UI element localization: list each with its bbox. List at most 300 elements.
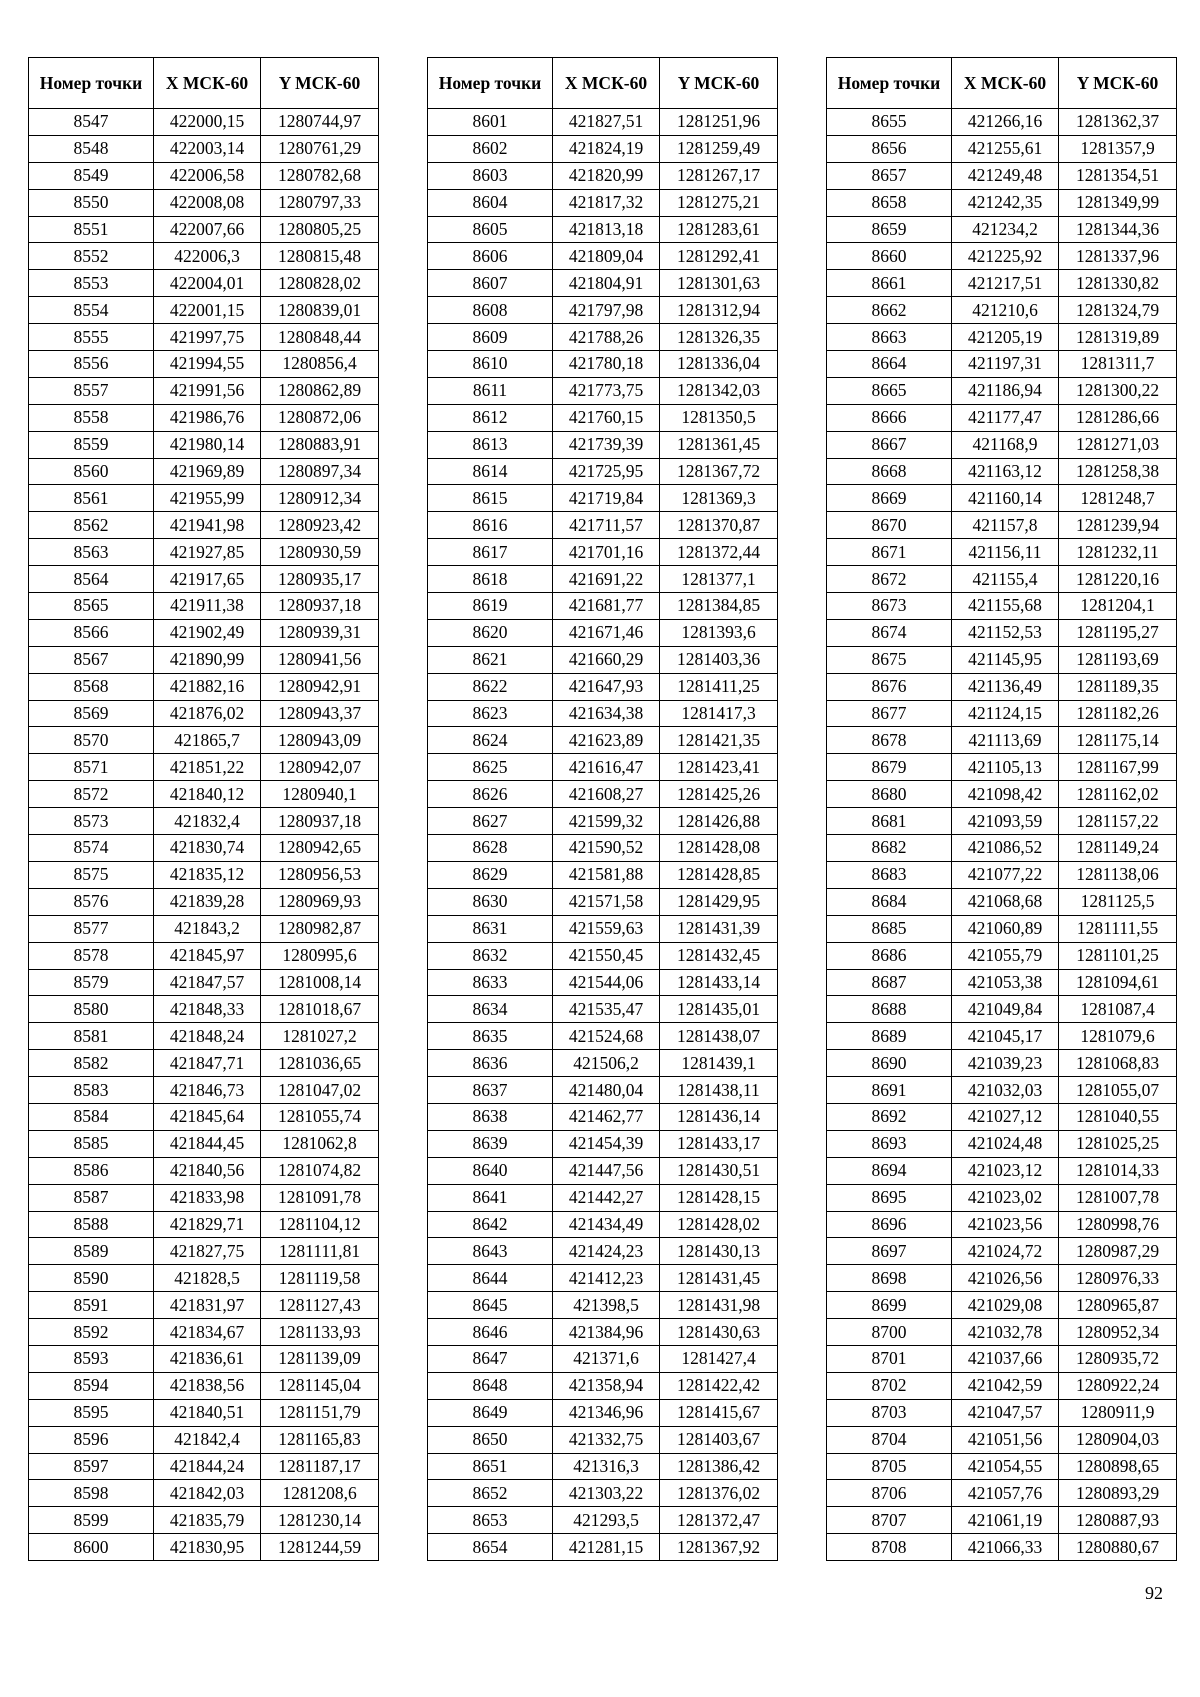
cell-point-number: 8704 [827, 1426, 952, 1453]
table-row [827, 1211, 1177, 1238]
cell-point-number: 8656 [827, 135, 952, 162]
cell-x: 421833,98 [154, 1184, 261, 1211]
cell-y: 1280839,01 [261, 297, 379, 324]
table-row [827, 404, 1177, 431]
table-row [428, 969, 778, 996]
cell-y: 1280941,56 [261, 646, 379, 673]
cell-point-number: 8654 [428, 1534, 553, 1561]
cell-point-number: 8690 [827, 1050, 952, 1077]
cell-point-number: 8585 [29, 1130, 154, 1157]
cell-point-number: 8582 [29, 1050, 154, 1077]
table-row [29, 808, 379, 835]
cell-x: 421847,57 [154, 969, 261, 996]
table-row [827, 1077, 1177, 1104]
table-row [827, 1319, 1177, 1346]
table-row [827, 727, 1177, 754]
cell-y: 1281079,6 [1059, 1023, 1177, 1050]
cell-x: 421780,18 [553, 351, 660, 378]
table-row [29, 1157, 379, 1184]
cell-point-number: 8633 [428, 969, 553, 996]
cell-y: 1281336,04 [660, 351, 778, 378]
table-row [29, 351, 379, 378]
table-row [428, 808, 778, 835]
table-row [827, 109, 1177, 136]
table-row [428, 700, 778, 727]
cell-x: 422000,15 [154, 109, 261, 136]
cell-y: 1281369,3 [660, 485, 778, 512]
cell-x: 421681,77 [553, 593, 660, 620]
cell-x: 421060,89 [952, 915, 1059, 942]
table-row [827, 1103, 1177, 1130]
cell-x: 421281,15 [553, 1534, 660, 1561]
table-row [428, 915, 778, 942]
table-row [428, 512, 778, 539]
table-row [29, 324, 379, 351]
cell-y: 1280872,06 [261, 404, 379, 431]
cell-point-number: 8555 [29, 324, 154, 351]
cell-y: 1280911,9 [1059, 1399, 1177, 1426]
cell-x: 421634,38 [553, 700, 660, 727]
table-row [29, 969, 379, 996]
cell-x: 421077,22 [952, 861, 1059, 888]
cell-y: 1281189,35 [1059, 673, 1177, 700]
table-row [428, 539, 778, 566]
table-row [827, 619, 1177, 646]
table-body [29, 109, 379, 1561]
cell-y: 1281251,96 [660, 109, 778, 136]
table-row [827, 1130, 1177, 1157]
table-row [827, 485, 1177, 512]
cell-point-number: 8614 [428, 458, 553, 485]
cell-y: 1281014,33 [1059, 1157, 1177, 1184]
cell-y: 1281417,3 [660, 700, 778, 727]
table-row [428, 593, 778, 620]
cell-point-number: 8560 [29, 458, 154, 485]
cell-x: 421845,64 [154, 1103, 261, 1130]
cell-y: 1281349,99 [1059, 189, 1177, 216]
cell-y: 1281055,07 [1059, 1077, 1177, 1104]
cell-x: 421024,72 [952, 1238, 1059, 1265]
cell-x: 421559,63 [553, 915, 660, 942]
cell-point-number: 8613 [428, 431, 553, 458]
cell-point-number: 8599 [29, 1507, 154, 1534]
cell-point-number: 8587 [29, 1184, 154, 1211]
table-row [827, 1157, 1177, 1184]
cell-y: 1281267,17 [660, 162, 778, 189]
cell-y: 1280937,18 [261, 593, 379, 620]
table-row [428, 1453, 778, 1480]
cell-x: 421840,51 [154, 1399, 261, 1426]
cell-x: 421725,95 [553, 458, 660, 485]
cell-y: 1281428,85 [660, 861, 778, 888]
table-row [29, 243, 379, 270]
coordinates-table-1 [28, 57, 379, 1561]
cell-y: 1281438,11 [660, 1077, 778, 1104]
cell-x: 421506,2 [553, 1050, 660, 1077]
table-row [827, 1238, 1177, 1265]
cell-x: 421168,9 [952, 431, 1059, 458]
cell-y: 1281248,7 [1059, 485, 1177, 512]
cell-x: 421809,04 [553, 243, 660, 270]
cell-point-number: 8623 [428, 700, 553, 727]
cell-point-number: 8666 [827, 404, 952, 431]
cell-y: 1281393,6 [660, 619, 778, 646]
cell-point-number: 8610 [428, 351, 553, 378]
table-row [29, 1130, 379, 1157]
cell-y: 1280898,65 [1059, 1453, 1177, 1480]
table-row [29, 1050, 379, 1077]
table-header [827, 58, 1177, 109]
cell-x: 421217,51 [952, 270, 1059, 297]
cell-point-number: 8620 [428, 619, 553, 646]
cell-point-number: 8684 [827, 888, 952, 915]
table-row [428, 135, 778, 162]
table-row [827, 915, 1177, 942]
cell-point-number: 8680 [827, 781, 952, 808]
cell-y: 1281175,14 [1059, 727, 1177, 754]
table-row [428, 996, 778, 1023]
cell-y: 1281167,99 [1059, 754, 1177, 781]
column-header-y: Y МСК-60 [660, 58, 778, 109]
cell-point-number: 8668 [827, 458, 952, 485]
cell-point-number: 8700 [827, 1319, 952, 1346]
table-row [827, 1292, 1177, 1319]
column-header-x: X МСК-60 [952, 58, 1059, 109]
cell-point-number: 8637 [428, 1077, 553, 1104]
cell-x: 421832,4 [154, 808, 261, 835]
cell-x: 421835,12 [154, 861, 261, 888]
cell-y: 1281431,98 [660, 1292, 778, 1319]
cell-point-number: 8662 [827, 297, 952, 324]
cell-point-number: 8672 [827, 566, 952, 593]
cell-y: 1281062,8 [261, 1130, 379, 1157]
cell-x: 421831,97 [154, 1292, 261, 1319]
cell-point-number: 8547 [29, 109, 154, 136]
cell-y: 1281428,08 [660, 835, 778, 862]
table-row [29, 1103, 379, 1130]
cell-y: 1281286,66 [1059, 404, 1177, 431]
table-row [827, 754, 1177, 781]
table-row [827, 566, 1177, 593]
cell-x: 421842,4 [154, 1426, 261, 1453]
cell-point-number: 8651 [428, 1453, 553, 1480]
cell-point-number: 8675 [827, 646, 952, 673]
table-row [827, 512, 1177, 539]
cell-x: 421817,32 [553, 189, 660, 216]
cell-y: 1280982,87 [261, 915, 379, 942]
table-row [827, 216, 1177, 243]
table-row [827, 888, 1177, 915]
cell-y: 1280937,18 [261, 808, 379, 835]
table-row [29, 1077, 379, 1104]
table-row [827, 189, 1177, 216]
cell-x: 421210,6 [952, 297, 1059, 324]
table-row [29, 485, 379, 512]
table-row [29, 539, 379, 566]
cell-y: 1281193,69 [1059, 646, 1177, 673]
cell-point-number: 8639 [428, 1130, 553, 1157]
cell-y: 1280828,02 [261, 270, 379, 297]
cell-x: 421152,53 [952, 619, 1059, 646]
cell-x: 421804,91 [553, 270, 660, 297]
cell-point-number: 8618 [428, 566, 553, 593]
cell-point-number: 8625 [428, 754, 553, 781]
cell-y: 1281271,03 [1059, 431, 1177, 458]
cell-x: 421462,77 [553, 1103, 660, 1130]
cell-y: 1281386,42 [660, 1453, 778, 1480]
cell-point-number: 8626 [428, 781, 553, 808]
cell-y: 1281055,74 [261, 1103, 379, 1130]
cell-x: 421835,79 [154, 1507, 261, 1534]
cell-x: 421124,15 [952, 700, 1059, 727]
cell-point-number: 8661 [827, 270, 952, 297]
cell-x: 421093,59 [952, 808, 1059, 835]
cell-x: 421969,89 [154, 458, 261, 485]
table-row [428, 324, 778, 351]
cell-x: 421037,66 [952, 1345, 1059, 1372]
table-header [428, 58, 778, 109]
cell-point-number: 8590 [29, 1265, 154, 1292]
cell-y: 1281008,14 [261, 969, 379, 996]
cell-y: 1281431,39 [660, 915, 778, 942]
cell-point-number: 8563 [29, 539, 154, 566]
table-row [29, 1292, 379, 1319]
cell-y: 1280761,29 [261, 135, 379, 162]
cell-y: 1280862,89 [261, 377, 379, 404]
cell-point-number: 8658 [827, 189, 952, 216]
cell-x: 421839,28 [154, 888, 261, 915]
table-row [29, 754, 379, 781]
cell-point-number: 8564 [29, 566, 154, 593]
table-row [827, 808, 1177, 835]
table-row [428, 1399, 778, 1426]
cell-x: 421029,08 [952, 1292, 1059, 1319]
cell-y: 1281354,51 [1059, 162, 1177, 189]
cell-y: 1281138,06 [1059, 861, 1177, 888]
table-row [29, 512, 379, 539]
table-row [827, 1345, 1177, 1372]
table-row [29, 1453, 379, 1480]
cell-x: 421113,69 [952, 727, 1059, 754]
cell-x: 421197,31 [952, 351, 1059, 378]
cell-y: 1281232,11 [1059, 539, 1177, 566]
table-row [827, 243, 1177, 270]
cell-x: 421616,47 [553, 754, 660, 781]
cell-point-number: 8706 [827, 1480, 952, 1507]
table-row [29, 458, 379, 485]
table-row [827, 1050, 1177, 1077]
cell-point-number: 8605 [428, 216, 553, 243]
cell-y: 1281027,2 [261, 1023, 379, 1050]
table-row [29, 1507, 379, 1534]
table-row [428, 162, 778, 189]
cell-x: 421047,57 [952, 1399, 1059, 1426]
table-row [29, 109, 379, 136]
cell-y: 1281425,26 [660, 781, 778, 808]
cell-y: 1281432,45 [660, 942, 778, 969]
cell-x: 421371,6 [553, 1345, 660, 1372]
table-row [827, 1453, 1177, 1480]
cell-y: 1281111,55 [1059, 915, 1177, 942]
cell-y: 1281208,6 [261, 1480, 379, 1507]
cell-point-number: 8592 [29, 1319, 154, 1346]
cell-x: 421454,39 [553, 1130, 660, 1157]
cell-y: 1281259,49 [660, 135, 778, 162]
table-row [428, 297, 778, 324]
cell-y: 1281421,35 [660, 727, 778, 754]
cell-x: 422006,58 [154, 162, 261, 189]
table-row [428, 1157, 778, 1184]
cell-y: 1281384,85 [660, 593, 778, 620]
cell-point-number: 8647 [428, 1345, 553, 1372]
cell-point-number: 8629 [428, 861, 553, 888]
cell-y: 1281337,96 [1059, 243, 1177, 270]
cell-y: 1281087,4 [1059, 996, 1177, 1023]
table-row [827, 1265, 1177, 1292]
cell-y: 1281422,42 [660, 1372, 778, 1399]
cell-point-number: 8562 [29, 512, 154, 539]
cell-y: 1281367,72 [660, 458, 778, 485]
cell-point-number: 8673 [827, 593, 952, 620]
cell-point-number: 8688 [827, 996, 952, 1023]
cell-y: 1281426,88 [660, 808, 778, 835]
table-row [428, 1077, 778, 1104]
cell-point-number: 8632 [428, 942, 553, 969]
cell-y: 1281127,43 [261, 1292, 379, 1319]
cell-x: 421623,89 [553, 727, 660, 754]
cell-y: 1280912,34 [261, 485, 379, 512]
cell-point-number: 8667 [827, 431, 952, 458]
cell-x: 421447,56 [553, 1157, 660, 1184]
cell-y: 1281165,83 [261, 1426, 379, 1453]
cell-x: 421827,51 [553, 109, 660, 136]
table-row [29, 1345, 379, 1372]
cell-y: 1281036,65 [261, 1050, 379, 1077]
cell-y: 1281326,35 [660, 324, 778, 351]
cell-x: 422003,14 [154, 135, 261, 162]
cell-y: 1281094,61 [1059, 969, 1177, 996]
cell-x: 421424,23 [553, 1238, 660, 1265]
cell-y: 1280943,37 [261, 700, 379, 727]
cell-point-number: 8586 [29, 1157, 154, 1184]
cell-x: 421608,27 [553, 781, 660, 808]
cell-x: 421346,96 [553, 1399, 660, 1426]
cell-point-number: 8561 [29, 485, 154, 512]
table-row [827, 835, 1177, 862]
cell-point-number: 8616 [428, 512, 553, 539]
cell-x: 421773,75 [553, 377, 660, 404]
table-row [827, 861, 1177, 888]
table-row [29, 835, 379, 862]
cell-x: 421820,99 [553, 162, 660, 189]
cell-point-number: 8664 [827, 351, 952, 378]
cell-point-number: 8681 [827, 808, 952, 835]
table-row [29, 673, 379, 700]
cell-y: 1281187,17 [261, 1453, 379, 1480]
cell-y: 1280956,53 [261, 861, 379, 888]
cell-x: 421986,76 [154, 404, 261, 431]
cell-point-number: 8619 [428, 593, 553, 620]
cell-x: 421042,59 [952, 1372, 1059, 1399]
table-row [428, 189, 778, 216]
table-row [29, 1399, 379, 1426]
table-row [827, 1372, 1177, 1399]
table-row [428, 1130, 778, 1157]
table-row [428, 1238, 778, 1265]
cell-x: 421434,49 [553, 1211, 660, 1238]
table-row [827, 458, 1177, 485]
cell-point-number: 8604 [428, 189, 553, 216]
cell-point-number: 8554 [29, 297, 154, 324]
cell-x: 421136,49 [952, 673, 1059, 700]
cell-x: 421155,4 [952, 566, 1059, 593]
cell-point-number: 8567 [29, 646, 154, 673]
table-row [428, 1265, 778, 1292]
cell-point-number: 8653 [428, 1507, 553, 1534]
cell-point-number: 8644 [428, 1265, 553, 1292]
table-row [428, 404, 778, 431]
cell-x: 421068,68 [952, 888, 1059, 915]
table-row [827, 781, 1177, 808]
cell-point-number: 8593 [29, 1345, 154, 1372]
cell-x: 421398,5 [553, 1292, 660, 1319]
cell-x: 421842,03 [154, 1480, 261, 1507]
cell-y: 1281439,1 [660, 1050, 778, 1077]
table-row [827, 593, 1177, 620]
table-row [29, 1372, 379, 1399]
cell-y: 1281157,22 [1059, 808, 1177, 835]
cell-y: 1281111,81 [261, 1238, 379, 1265]
cell-x: 421827,75 [154, 1238, 261, 1265]
cell-point-number: 8627 [428, 808, 553, 835]
cell-y: 1280939,31 [261, 619, 379, 646]
cell-point-number: 8642 [428, 1211, 553, 1238]
cell-y: 1280965,87 [1059, 1292, 1177, 1319]
cell-point-number: 8579 [29, 969, 154, 996]
cell-y: 1281149,24 [1059, 835, 1177, 862]
table-row [428, 646, 778, 673]
table-row [29, 700, 379, 727]
cell-x: 421599,32 [553, 808, 660, 835]
table-row [29, 1211, 379, 1238]
table-row [29, 404, 379, 431]
table-row [29, 189, 379, 216]
cell-x: 421234,2 [952, 216, 1059, 243]
cell-x: 421830,95 [154, 1534, 261, 1561]
cell-x: 421824,19 [553, 135, 660, 162]
cell-x: 421865,7 [154, 727, 261, 754]
cell-point-number: 8685 [827, 915, 952, 942]
cell-y: 1280940,1 [261, 781, 379, 808]
cell-x: 421941,98 [154, 512, 261, 539]
cell-y: 1280744,97 [261, 109, 379, 136]
cell-point-number: 8652 [428, 1480, 553, 1507]
cell-x: 421581,88 [553, 861, 660, 888]
cell-y: 1281436,14 [660, 1103, 778, 1130]
cell-point-number: 8643 [428, 1238, 553, 1265]
cell-x: 421026,56 [952, 1265, 1059, 1292]
cell-x: 421660,29 [553, 646, 660, 673]
cell-y: 1281433,14 [660, 969, 778, 996]
cell-point-number: 8699 [827, 1292, 952, 1319]
cell-point-number: 8570 [29, 727, 154, 754]
table-row [428, 351, 778, 378]
column-header-point-number: Номер точки [428, 58, 553, 109]
cell-x: 421828,5 [154, 1265, 261, 1292]
table-row [827, 700, 1177, 727]
column-header-point-number: Номер точки [29, 58, 154, 109]
cell-y: 1280897,34 [261, 458, 379, 485]
